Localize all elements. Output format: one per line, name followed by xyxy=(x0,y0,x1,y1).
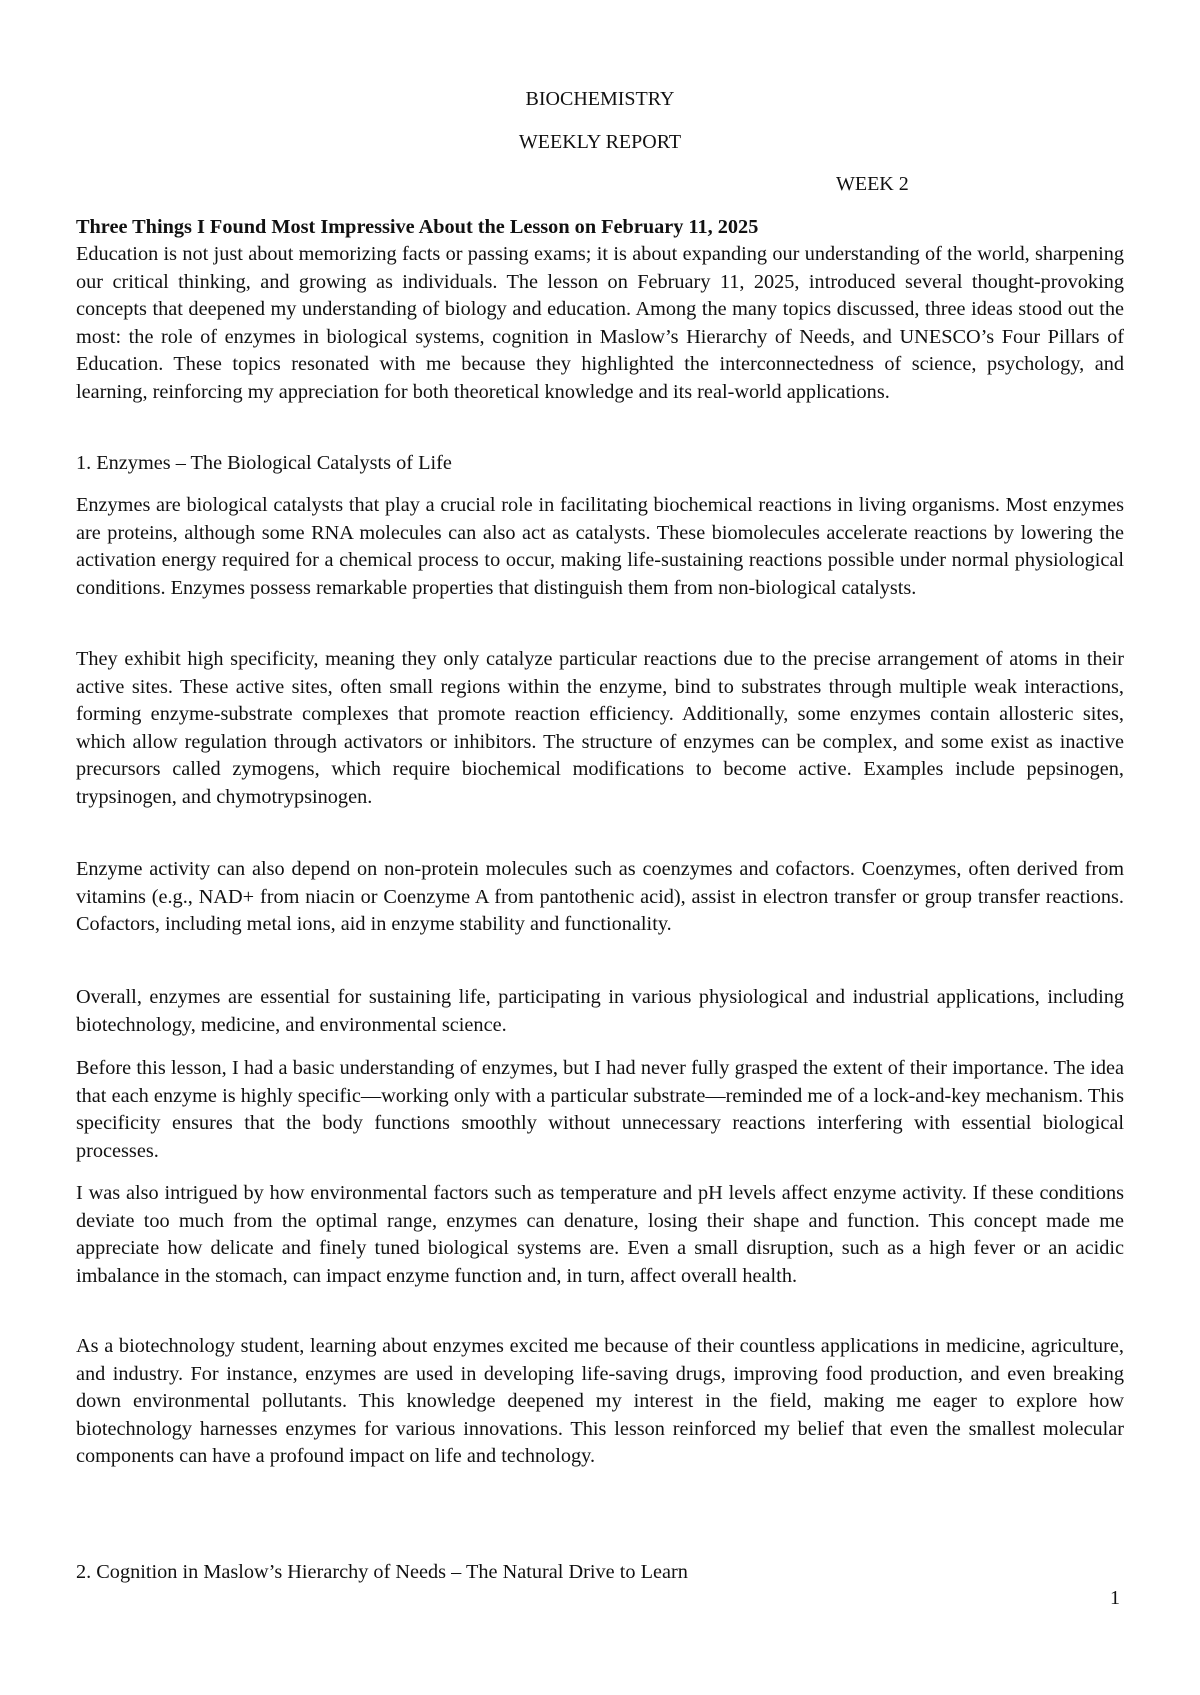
paragraph-4: Overall, enzymes are essential for sustaining life, participating in various physiological and industrial applications, including biotechnology, medicine, and environmental science. xyxy=(76,986,1124,1036)
intro-paragraph: Education is not just about memorizing facts or passing exams; it is about expanding our understanding of the world, sharpening our critical thinking, and growing as individuals. The lesson on February 11, 2025, introduced several thought-provoking concepts that deepened my understanding of biology and education. Among the many topics discussed, three ideas stood out the most: the role of enzymes in biological systems, cognition in Maslow’s Hierarchy of Needs, and UNESCO’s Four Pillars of Education. These topics resonated with me because they highlighted the interconnectedness of science, psychology, and learning, reinforcing my appreciation for both theoretical knowledge and its real-world applications. xyxy=(76,243,1124,403)
page-number: 1 xyxy=(1110,1587,1120,1609)
paragraph-7: As a biotechnology student, learning about enzymes excited me because of their countless applications in medicine, agriculture, and industry. For instance, enzymes are used in developing life-saving drugs, improving food production, and even breaking down environmental pollutants. This knowledge deepened my interest in the field, making me eager to explore how biotechnology harnesses enzymes for various innovations. This lesson reinforced my belief that even the smallest molecular components can have a profound impact on life and technology. xyxy=(76,1335,1124,1467)
report-title: WEEKLY REPORT xyxy=(518,131,682,153)
paragraph-6: I was also intrigued by how environmental factors such as temperature and pH levels affect enzyme activity. If these conditions deviate too much from the optimal range, enzymes can denature, losing their shape and function. This concept made me appreciate how delicate and finely tuned biological systems are. Even a small disruption, such as a high fever or an acidic imbalance in the stomach, can impact enzyme function and, in turn, affect overall health. xyxy=(76,1182,1124,1287)
paragraph-5: Before this lesson, I had a basic understanding of enzymes, but I had never fully grasped the extent of their importance. The idea that each enzyme is highly specific—working only with a particular substrate—reminded me of a lock-and-key mechanism. This specificity ensures that the body functions smoothly without unnecessary reactions interfering with essential biological processes. xyxy=(76,1057,1124,1162)
subject-title: BIOCHEMISTRY xyxy=(525,88,675,110)
section-2-title: 2. Cognition in Maslow’s Hierarchy of Needs – The Natural Drive to Learn xyxy=(76,1561,688,1583)
paragraph-1: Enzymes are biological catalysts that play a crucial role in facilitating biochemical reactions in living organisms. Most enzymes are proteins, although some RNA molecules can also act as catalysts. These biomolecules accelerate reactions by lowering the activation energy required for a chemical process to occur, making life-sustaining reactions possible under normal physiological conditions. Enzymes possess remarkable properties that distinguish them from non-biological catalysts. xyxy=(76,494,1124,599)
paragraph-3: Enzyme activity can also depend on non-protein molecules such as coenzymes and cofactors. Coenzymes, often derived from vitamins (e.g., NAD+ from niacin or Coenzyme A from pantothenic acid), assist in electron transfer or group transfer reactions. Cofactors, including metal ions, aid in enzyme stability and functionality. xyxy=(76,858,1124,935)
paragraph-2: They exhibit high specificity, meaning they only catalyze particular reactions due to the precise arrangement of atoms in their active sites. These active sites, often small regions within the enzyme, bind to substrates through multiple weak interactions, forming enzyme-substrate complexes that promote reaction efficiency. Additionally, some enzymes contain allosteric sites, which allow regulation through activators or inhibitors. The structure of enzymes can be complex, and some exist as inactive precursors called zymogens, which require biochemical modifications to become active. Examples include pepsinogen, trypsinogen, and chymotrypsinogen. xyxy=(76,648,1124,808)
week-label: WEEK 2 xyxy=(836,173,909,195)
section-1-title: 1. Enzymes – The Biological Catalysts of Life xyxy=(76,452,452,474)
document-heading: Three Things I Found Most Impressive About the Lesson on February 11, 2025 xyxy=(76,216,759,238)
